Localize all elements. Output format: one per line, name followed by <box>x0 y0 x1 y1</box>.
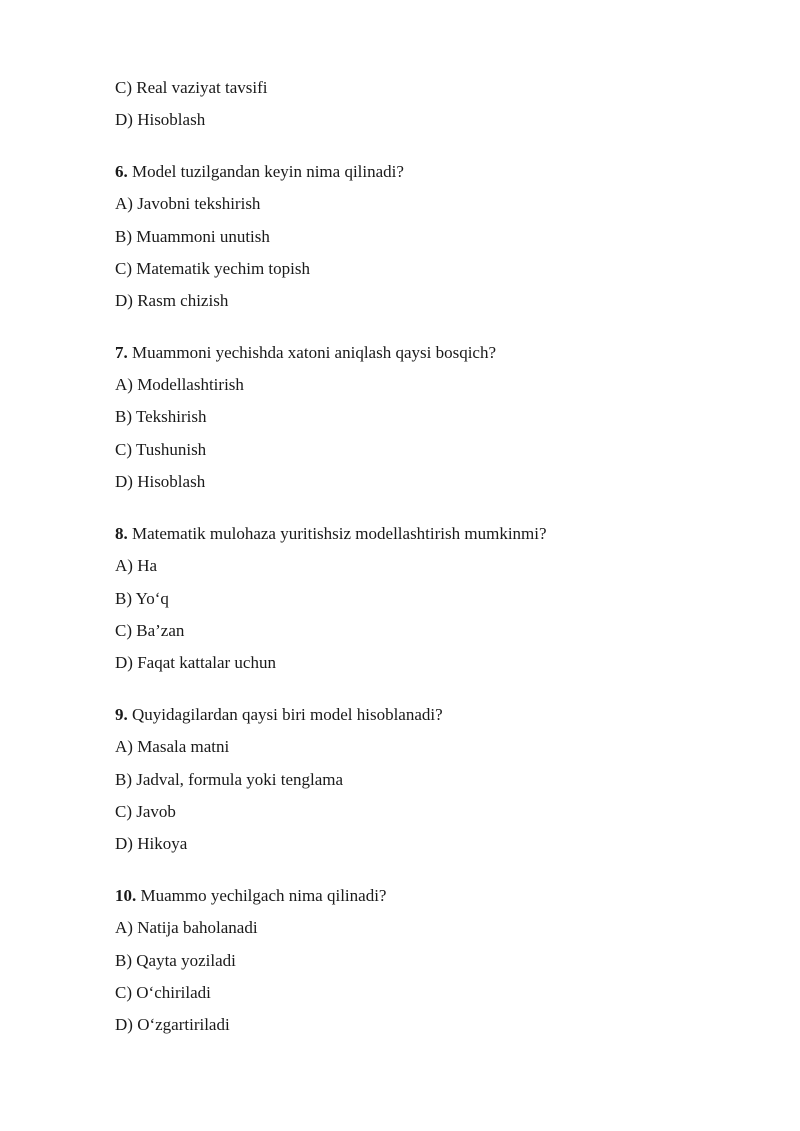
question-number: 6. <box>115 162 128 181</box>
question-7 <box>115 343 496 363</box>
question-text: Muammo yechilgach nima qilinadi? <box>136 886 387 905</box>
question-number: 9. <box>115 705 128 724</box>
question-9 <box>115 705 443 725</box>
question-number: 10. <box>115 886 137 905</box>
option-text: B) Qayta yoziladi <box>115 951 236 970</box>
option-text: B) Muammoni unutish <box>115 227 270 246</box>
option-text: A) Natija baholanadi <box>115 918 258 937</box>
option-text: B) Tekshirish <box>115 407 207 426</box>
option-text: C) Matematik yechim topish <box>115 259 310 278</box>
option-text: C) Javob <box>115 802 176 821</box>
question-text: Model tuzilgandan keyin nima qilinadi? <box>127 162 404 181</box>
option-text: D) Rasm chizish <box>115 291 229 310</box>
option-text: D) O‘zgartiriladi <box>115 1015 230 1034</box>
option-text: C) Ba’zan <box>115 621 185 640</box>
option-text: A) Masala matni <box>115 737 230 756</box>
question-text: Quyidagilardan qaysi biri model hisoblanadi? <box>127 705 443 724</box>
option-text: A) Ha <box>115 556 158 575</box>
option-text: D) Hikoya <box>115 834 188 853</box>
option-text: D) Faqat kattalar uchun <box>115 653 276 672</box>
option-text: A) Javobni tekshirish <box>115 194 261 213</box>
option-text: A) Modellashtirish <box>115 375 244 394</box>
question-number: 8. <box>115 524 128 543</box>
question-text: Muammoni yechishda xatoni aniqlash qaysi bosqich? <box>127 343 497 362</box>
question-8 <box>115 524 547 544</box>
question-text: Matematik mulohaza yuritishsiz modellashtirish mumkinmi? <box>127 524 547 543</box>
option-text: B) Yo‘q <box>115 589 169 608</box>
question-6 <box>115 162 404 182</box>
option-text: B) Jadval, formula yoki tenglama <box>115 770 344 789</box>
option-text: D) Hisoblash <box>115 110 206 129</box>
option-text: C) Real vaziyat tavsifi <box>115 78 268 97</box>
option-text: C) Tushunish <box>115 440 207 459</box>
question-10 <box>115 886 386 906</box>
option-text: C) O‘chiriladi <box>115 983 211 1002</box>
question-number: 7. <box>115 343 128 362</box>
option-text: D) Hisoblash <box>115 472 206 491</box>
